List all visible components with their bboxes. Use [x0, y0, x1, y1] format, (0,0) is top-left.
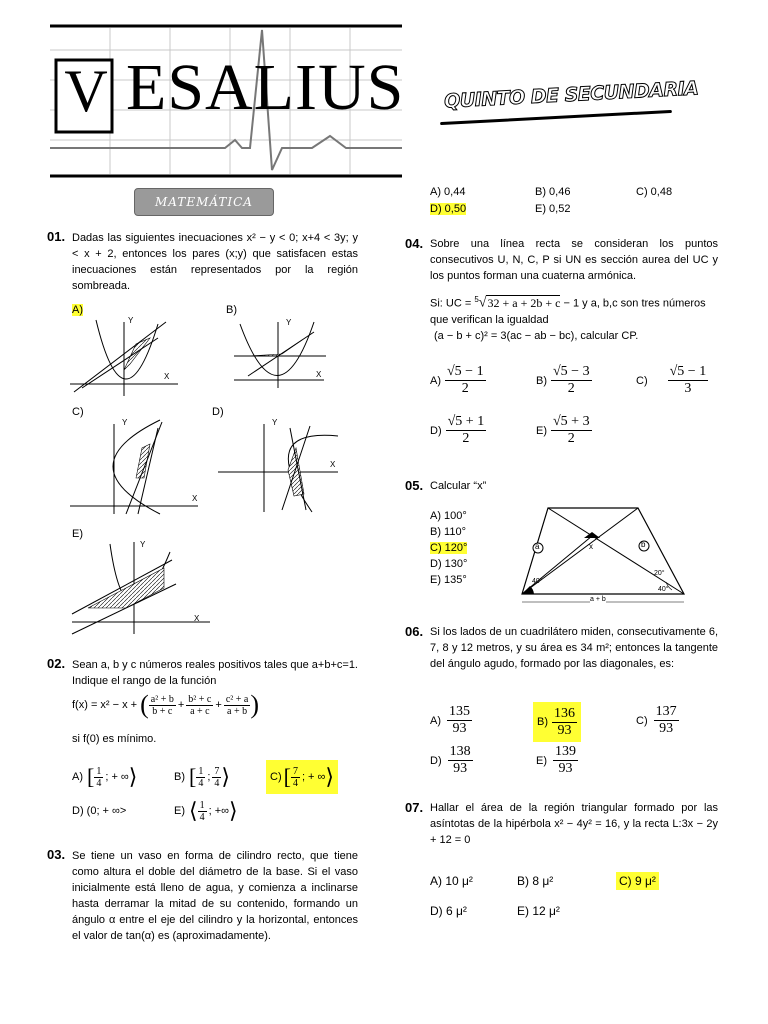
subject-badge: MATEMÁTICA — [134, 188, 274, 216]
q7-option-a[interactable]: A) 10 μ² — [430, 874, 473, 888]
q1-option-e-label[interactable]: E) — [72, 528, 83, 540]
q2-function: f(x) = x² − x + ( $\frac{\text{a² + b}}{b + c}$ + $\frac{\text{b² + c}}{a + c}$ + $\frac{\text{c² + a}}{a + b}$ ) — [72, 690, 259, 719]
q6-option-a[interactable] — [430, 704, 472, 737]
q1-graph-e-y-label: Y — [140, 540, 146, 549]
q2-option-c-rest: ; + ∞ — [301, 771, 326, 783]
q4-option-b-num: √5 − 3 — [553, 364, 590, 379]
q2-option-e-den: 4 — [199, 811, 205, 823]
q3-option-e[interactable]: E) 0,52 — [535, 203, 571, 215]
q3-option-d[interactable]: D) 0,50 — [430, 203, 467, 215]
q4-option-e[interactable] — [536, 414, 592, 447]
q6-option-e[interactable] — [536, 744, 578, 777]
q5-label-x: x — [589, 542, 593, 551]
q2-option-a-num: 1 — [96, 765, 102, 777]
q2-option-b-den2: 4 — [214, 777, 220, 789]
q2-function-prefix: f(x) = x² − x + — [72, 699, 138, 711]
q6-option-a-label: A) — [430, 714, 441, 727]
q1-graph-a-y-label: Y — [128, 316, 134, 325]
q2-option-e-label: E) — [174, 805, 185, 817]
q5-option-c[interactable]: C) 120° — [430, 542, 468, 554]
q4-option-d[interactable] — [430, 414, 486, 447]
q2-option-b-num1: 1 — [198, 765, 204, 777]
q4-option-c-den: 3 — [684, 381, 692, 396]
q3-text: Se tiene un vaso en forma de cilindro recto, que tiene como altura el doble del diámetro de la base. Si el vaso inicialmente está lleno de agua, y comienza a inclinarse hasta derramar la mitad de su contenido, formando un ángulo α entre el eje del cilindro y la horizontal, entonces el valor de tan(α) es (aproximadamente). — [72, 850, 358, 942]
q3-option-b[interactable]: B) 0,46 — [535, 186, 571, 198]
q2-option-d[interactable]: D) (0; + ∞> — [72, 805, 127, 817]
q2-option-b-label: B) — [174, 771, 185, 783]
q2-option-c-num: 7 — [292, 765, 298, 777]
q1-option-a-label[interactable]: A) — [72, 304, 83, 316]
q2-option-c[interactable]: C) [ $\frac{7}{4}$ ; + ∞ ⟩ — [266, 760, 338, 794]
q1-graph-c — [66, 418, 206, 518]
q6-option-b-label: B) — [537, 716, 548, 728]
q2-term2-num: b² + c — [188, 693, 212, 705]
q4-option-a-den: 2 — [461, 381, 469, 396]
q4-number: 04. — [405, 236, 424, 251]
q3-option-a[interactable]: A) 0,44 — [430, 186, 466, 198]
q4-option-d-den: 2 — [462, 431, 470, 446]
q4-option-b[interactable] — [536, 364, 592, 397]
q6-option-c-label: C) — [636, 714, 648, 727]
q4-option-a-label: A) — [430, 374, 441, 387]
q1-graph-b — [230, 318, 330, 390]
q6-option-e-label: E) — [536, 754, 547, 767]
q4-option-d-label: D) — [430, 424, 442, 437]
q6-option-b[interactable] — [533, 702, 581, 742]
q2-option-c-label: C) — [270, 771, 282, 783]
q1-graph-d — [214, 418, 346, 514]
q1-graph-b-x-label: X — [316, 370, 322, 379]
grade-banner: QUINTO DE SECUNDARIA — [443, 77, 699, 113]
q5-option-e[interactable]: E) 135° — [430, 574, 467, 586]
q5-label-b: b — [641, 540, 646, 549]
q7-option-e[interactable]: E) 12 μ² — [517, 904, 560, 918]
q7-option-b[interactable]: B) 8 μ² — [517, 874, 554, 888]
q2-term1-den: b + c — [152, 705, 173, 717]
q1-graph-d-y-label: Y — [272, 418, 278, 427]
q2-term3-num: c² + a — [225, 693, 249, 705]
q4-radicand: 32 + a + 2b + c — [487, 295, 561, 310]
q3-number: 03. — [47, 847, 66, 862]
q2-option-e[interactable]: E) ⟨ $\frac{1}{4}$ ; +∞ ⟩ — [174, 798, 238, 823]
q1-graph-c-x-label: X — [192, 494, 198, 503]
q6-option-a-num: 135 — [449, 704, 470, 719]
q2-term2-den: a + c — [190, 705, 210, 717]
q6-option-e-num: 139 — [555, 744, 576, 759]
q6-number: 06. — [405, 624, 424, 639]
q1-graph-c-y-label: Y — [122, 418, 128, 427]
q2-term3-den: a + b — [227, 705, 248, 717]
q4-option-a-num: √5 − 1 — [447, 364, 484, 379]
q4-option-b-label: B) — [536, 374, 547, 387]
q5-option-a[interactable]: A) 100° — [430, 510, 467, 522]
q2-option-a-den: 4 — [96, 777, 102, 789]
q7-number: 07. — [405, 800, 424, 815]
q1-graph-d-x-label: X — [330, 460, 336, 469]
q6-option-c[interactable] — [636, 704, 679, 737]
q6-option-a-den: 93 — [452, 721, 467, 736]
q5-option-d[interactable]: D) 130° — [430, 558, 468, 570]
q4-condition-suffix: − 1 y a, b,c son tres números que verifican la igualdad — [430, 297, 706, 326]
q4-option-c-label: C) — [636, 374, 648, 387]
q6-option-b-num: 136 — [554, 705, 575, 721]
q4-option-c[interactable] — [636, 364, 708, 397]
q4-option-d-num: √5 + 1 — [447, 414, 485, 429]
q7-text: Hallar el área de la región triangular formado por las asíntotas de la hipérbola x² − 4y² = 16, y la recta L:3x − 2y + 12 = 0 — [430, 802, 718, 846]
logo-text: ESALIUS — [126, 51, 405, 124]
q6-text: Si los lados de un cuadrilátero miden, consecutivamente 6, 7, 8 y 12 metros, y su área es 34 m²; entonces la tangente del ángulo agudo, formado por las diagonales, es: — [430, 626, 718, 670]
q5-number: 05. — [405, 478, 424, 493]
q1-option-c-label[interactable]: C) — [72, 406, 84, 418]
q4-condition-prefix: Si: UC = — [430, 297, 472, 310]
q2-option-a[interactable]: A) [ $\frac{1}{4}$ ; + ∞ ⟩ — [72, 764, 138, 789]
logo-letter: V — [64, 58, 108, 124]
q6-option-d-num: 138 — [449, 744, 471, 759]
q2-text-2: si f(0) es mínimo. — [72, 733, 157, 745]
q2-number: 02. — [47, 656, 66, 671]
q4-option-e-num: √5 + 3 — [553, 414, 590, 429]
q6-option-d[interactable] — [430, 744, 473, 777]
q6-option-d-label: D) — [430, 754, 442, 767]
q2-option-b-num2: 7 — [214, 765, 220, 777]
q4-text: Sobre una línea recta se consideran los puntos consecutivos U, N, C, P si UN es sección aurea del UC y los puntos forman una cuaterna armónica. — [430, 238, 718, 282]
q1-graph-e-x-label: X — [194, 614, 200, 623]
q2-term1-num: a² + b — [150, 693, 174, 705]
q6-option-c-num: 137 — [655, 704, 677, 719]
q6-option-e-den: 93 — [558, 761, 573, 776]
q2-text: Sean a, b y c números reales positivos tales que a+b+c=1. Indique el rango de la función — [72, 659, 358, 687]
q2-option-a-rest: ; + ∞ — [105, 771, 129, 783]
q5-label-40a: 40° — [532, 578, 543, 585]
q6-option-c-den: 93 — [659, 721, 674, 736]
q5-label-a: a — [535, 542, 540, 551]
q3-option-c[interactable]: C) 0,48 — [636, 186, 673, 198]
q1-number: 01. — [47, 229, 66, 244]
q2-option-c-den: 4 — [292, 777, 298, 789]
q2-option-e-rest: ; +∞ — [208, 805, 229, 817]
q1-text: Dadas las siguientes inecuaciones x² − y < 0; x+4 < 3y; y < x + 2, entonces los pares (x;y) que satisfacen estas inecuaciones están representados por la región sombreada. — [72, 232, 358, 292]
q7-option-d[interactable]: D) 6 μ² — [430, 904, 467, 918]
q4-option-e-label: E) — [536, 424, 547, 437]
q1-option-b-label[interactable]: B) — [226, 304, 237, 316]
banner-underline — [440, 110, 672, 125]
q5-text: Calcular “x” — [430, 480, 487, 492]
q7-option-c[interactable]: C) 9 μ² — [616, 872, 659, 890]
q1-option-d-label[interactable]: D) — [212, 406, 224, 418]
q1-graph-a — [66, 316, 186, 398]
q4-option-b-den: 2 — [567, 381, 575, 396]
q1-graph-a-x-label: X — [164, 372, 170, 381]
q6-option-d-den: 93 — [453, 761, 468, 776]
q4-option-c-num: √5 − 1 — [669, 364, 707, 379]
q4-equation: (a − b + c)² = 3(ac − ab − bc), calcular CP. — [434, 330, 639, 342]
q6-option-b-den: 93 — [557, 722, 572, 738]
q5-option-b[interactable]: B) 110° — [430, 526, 466, 538]
q5-label-20: 20° — [654, 570, 665, 577]
q2-option-b-den1: 4 — [198, 777, 204, 789]
q1-graph-e — [68, 538, 218, 638]
q2-option-b[interactable]: B) [ $\frac{1}{4}$ ; $\frac{7}{4}$ ⟩ — [174, 764, 230, 789]
q5-label-40b: 40° — [658, 586, 669, 593]
q4-option-e-den: 2 — [567, 431, 575, 446]
q2-option-a-label: A) — [72, 771, 83, 783]
q4-option-a[interactable] — [430, 364, 486, 397]
q1-graph-b-y-label: Y — [286, 318, 292, 327]
q4-condition: Si: UC = $^5$√32 + a + 2b + c − 1 y a, b,c son tres números que verifican la igualdad — [430, 295, 706, 326]
q4-root-index: 5 — [474, 295, 479, 304]
q5-label-ab: a + b — [590, 596, 606, 603]
q2-option-e-num: 1 — [199, 799, 205, 811]
